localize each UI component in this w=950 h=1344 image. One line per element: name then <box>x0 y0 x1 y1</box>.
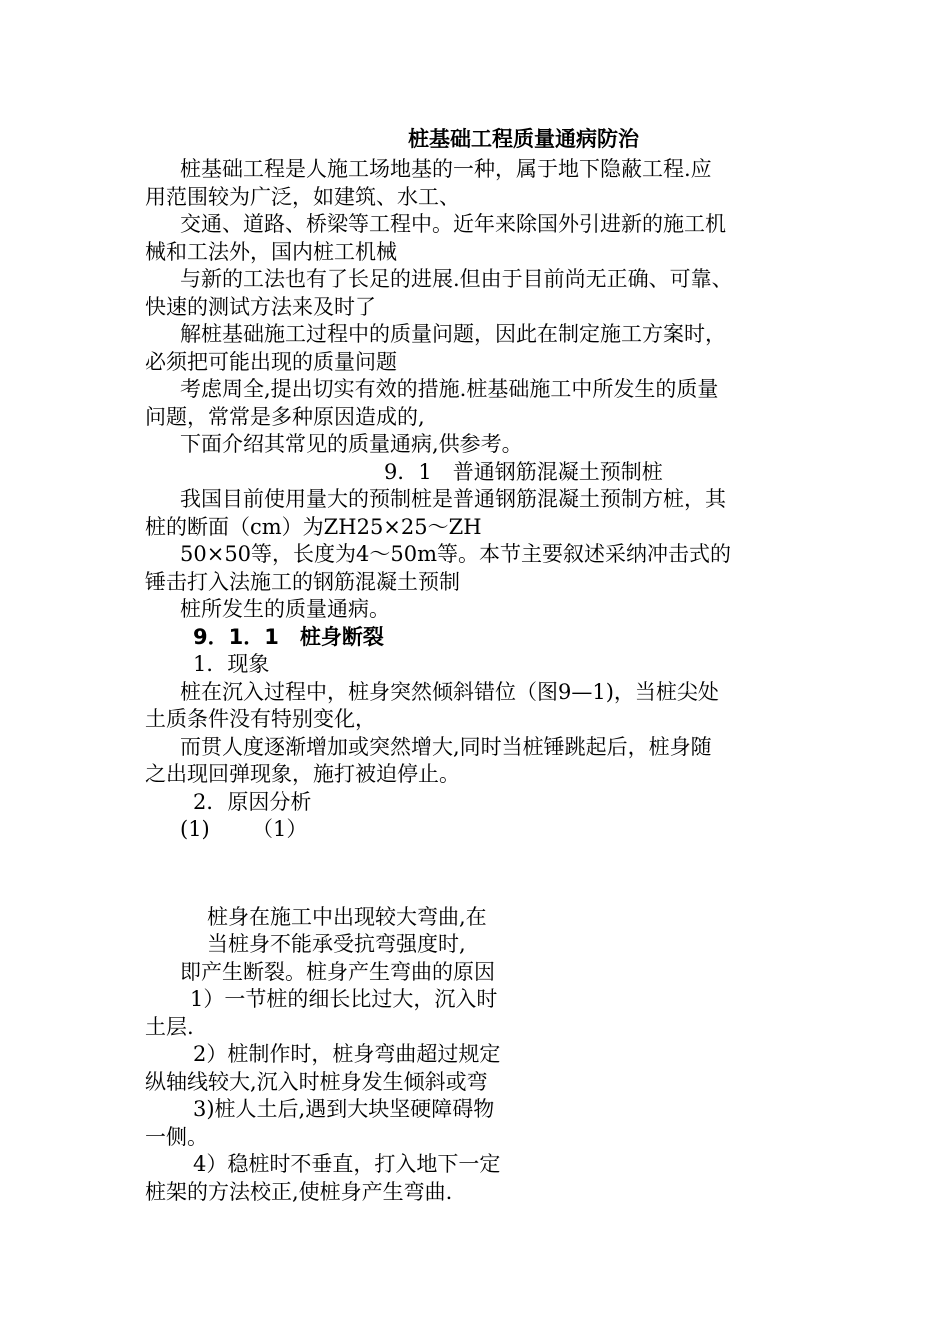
paragraph-line: 当桩身不能承受抗弯强度时, <box>207 932 466 956</box>
paragraph-line: 50×50等，长度为4～50m等。本节主要叙述采纳冲击式的 <box>180 542 732 566</box>
paragraph-line: 土层. <box>145 1015 194 1039</box>
paragraph-line: 桩在沉入过程中，桩身突然倾斜错位（图9—1)，当桩尖处 <box>180 680 719 704</box>
paragraph-line: 桩的断面（cm）为ZH25×25～ZH <box>145 515 482 539</box>
paragraph-line: 必须把可能出现的质量问题 <box>145 350 397 374</box>
paragraph-line: 土质条件没有特别变化， <box>145 707 376 731</box>
paragraph-line: 3)桩人土后,遇到大块坚硬障碍物 <box>193 1097 495 1121</box>
paragraph-line: 与新的工法也有了长足的进展.但由于目前尚无正确、可靠、 <box>180 267 733 291</box>
paragraph-line: 4）稳桩时不垂直，打入地下一定 <box>193 1152 501 1176</box>
paragraph-line: 2）桩制作时，桩身弯曲超过规定 <box>193 1042 501 1066</box>
list-marker: （1） <box>252 817 308 841</box>
subsection-heading: 9．1．1 桩身断裂 <box>193 625 384 649</box>
paragraph-line: 桩所发生的质量通病。 <box>180 597 390 621</box>
document-title: 桩基础工程质量通病防治 <box>408 127 639 151</box>
paragraph-line: 我国目前使用量大的预制桩是普通钢筋混凝土预制方桩，其 <box>180 487 726 511</box>
paragraph-line: 用范围较为广泛，如建筑、水工、 <box>145 185 460 209</box>
item-label: 1．现象 <box>193 652 270 676</box>
paragraph-line: 下面介绍其常见的质量通病,供参考。 <box>180 432 523 456</box>
item-label: 2．原因分析 <box>193 790 312 814</box>
paragraph-line: 考虑周全,提出切实有效的措施.桩基础施工中所发生的质量 <box>180 377 719 401</box>
paragraph-line: 交通、道路、桥梁等工程中。近年来除国外引进新的施工机 <box>180 212 726 236</box>
paragraph-line: 锤击打入法施工的钢筋混凝土预制 <box>145 570 460 594</box>
paragraph-line: 一侧。 <box>145 1125 208 1149</box>
paragraph-line: 械和工法外，国内桩工机械 <box>145 240 397 264</box>
paragraph-line: 桩身在施工中出现较大弯曲,在 <box>207 905 487 929</box>
paragraph-line: 桩基础工程是人施工场地基的一种，属于地下隐蔽工程.应 <box>180 157 712 181</box>
paragraph-line: 问题，常常是多种原因造成的, <box>145 405 425 429</box>
paragraph-line: 即产生断裂。桩身产生弯曲的原因 <box>180 960 495 984</box>
paragraph-line: 桩架的方法校正,使桩身产生弯曲. <box>145 1180 453 1204</box>
paragraph-line: 纵轴线较大,沉入时桩身发生倾斜或弯 <box>145 1070 488 1094</box>
paragraph-line: 之出现回弹现象，施打被迫停止。 <box>145 762 460 786</box>
section-heading: 9．1 普通钢筋混凝土预制桩 <box>384 460 663 484</box>
paragraph-line: 解桩基础施工过程中的质量问题，因此在制定施工方案时， <box>180 322 726 346</box>
list-marker: (1) <box>180 817 210 841</box>
paragraph-line: 快速的测试方法来及时了 <box>145 295 376 319</box>
paragraph-line: 而贯人度逐渐增加或突然增大,同时当桩锤跳起后，桩身随 <box>180 735 712 759</box>
paragraph-line: 1）一节桩的细长比过大，沉入时 <box>190 987 498 1011</box>
